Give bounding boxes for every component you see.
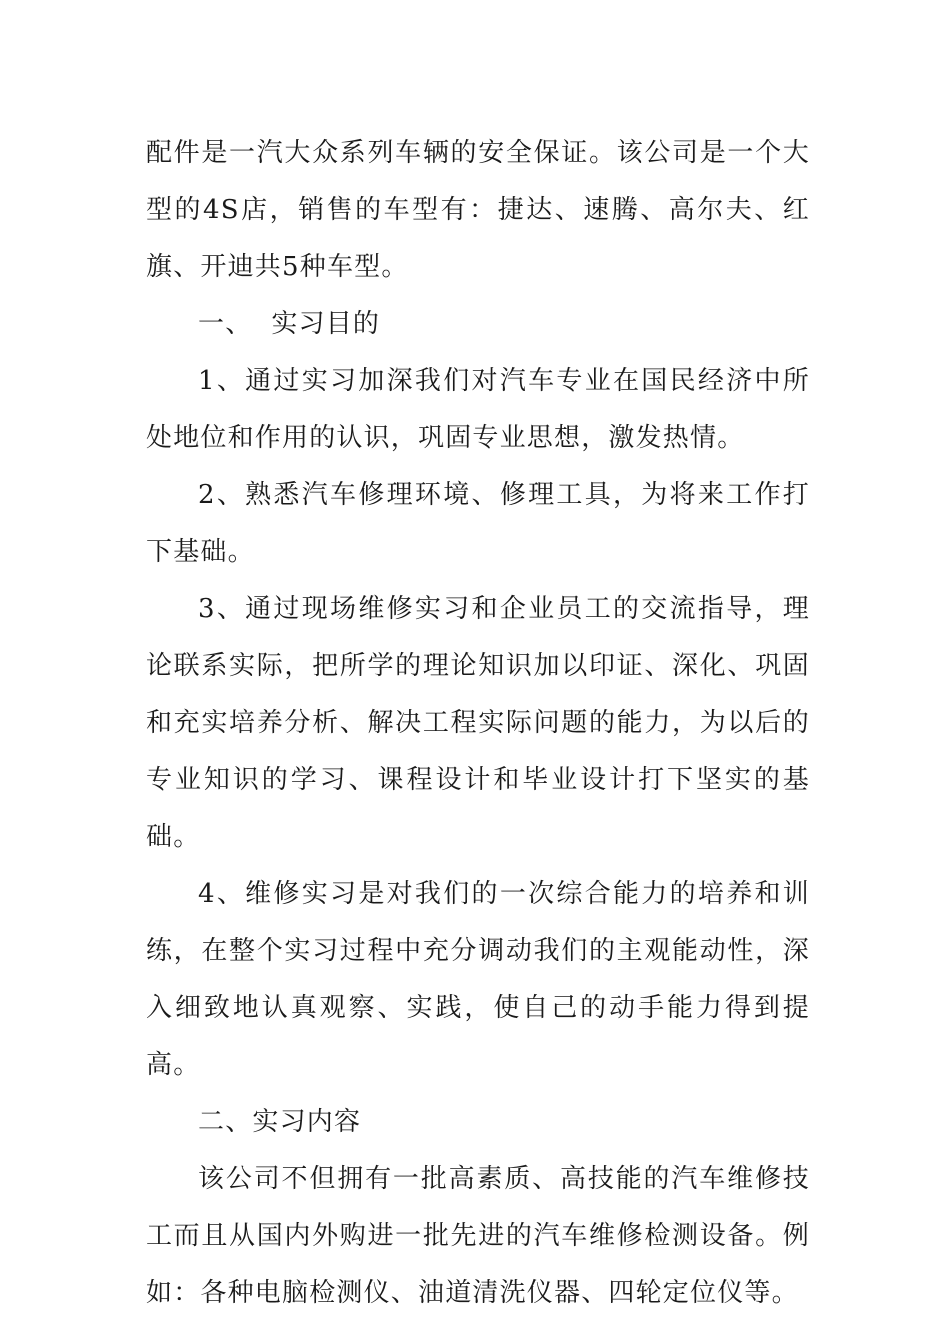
document-body — [146, 125, 810, 1322]
section-heading-purpose: 一、 实习目的 — [198, 309, 381, 339]
paragraph-purpose-4: 4、维修实习是对我们的一次综合能力的培养和训练，在整个实习过程中充分调动我们的主观能动性，深入细致地认真观察、实践，使自己的动手能力得到提高。 — [146, 879, 810, 1080]
paragraph-purpose-1: 1、通过实习加深我们对汽车专业在国民经济中所处地位和作用的认识，巩固专业思想，激发热情。 — [146, 366, 810, 453]
paragraph-content-1: 该公司不但拥有一批高素质、高技能的汽车维修技工而且从国内外购进一批先进的汽车维修检测设备。例如：各种电脑检测仪、油道清洗仪器、四轮定位仪等。 — [146, 1164, 810, 1308]
paragraph-intro: 配件是一汽大众系列车辆的安全保证。该公司是一个大型的4S店，销售的车型有：捷达、速腾、高尔夫、红旗、开迪共5种车型。 — [146, 138, 810, 282]
paragraph-purpose-2: 2、熟悉汽车修理环境、修理工具，为将来工作打下基础。 — [146, 480, 810, 567]
paragraph-purpose-3: 3、通过现场维修实习和企业员工的交流指导，理论联系实际，把所学的理论知识加以印证、深化、巩固和充实培养分析、解决工程实际问题的能力，为以后的专业知识的学习、课程设计和毕业设计打下坚实的基础。 — [146, 594, 810, 852]
section-heading-content: 二、实习内容 — [198, 1107, 362, 1137]
